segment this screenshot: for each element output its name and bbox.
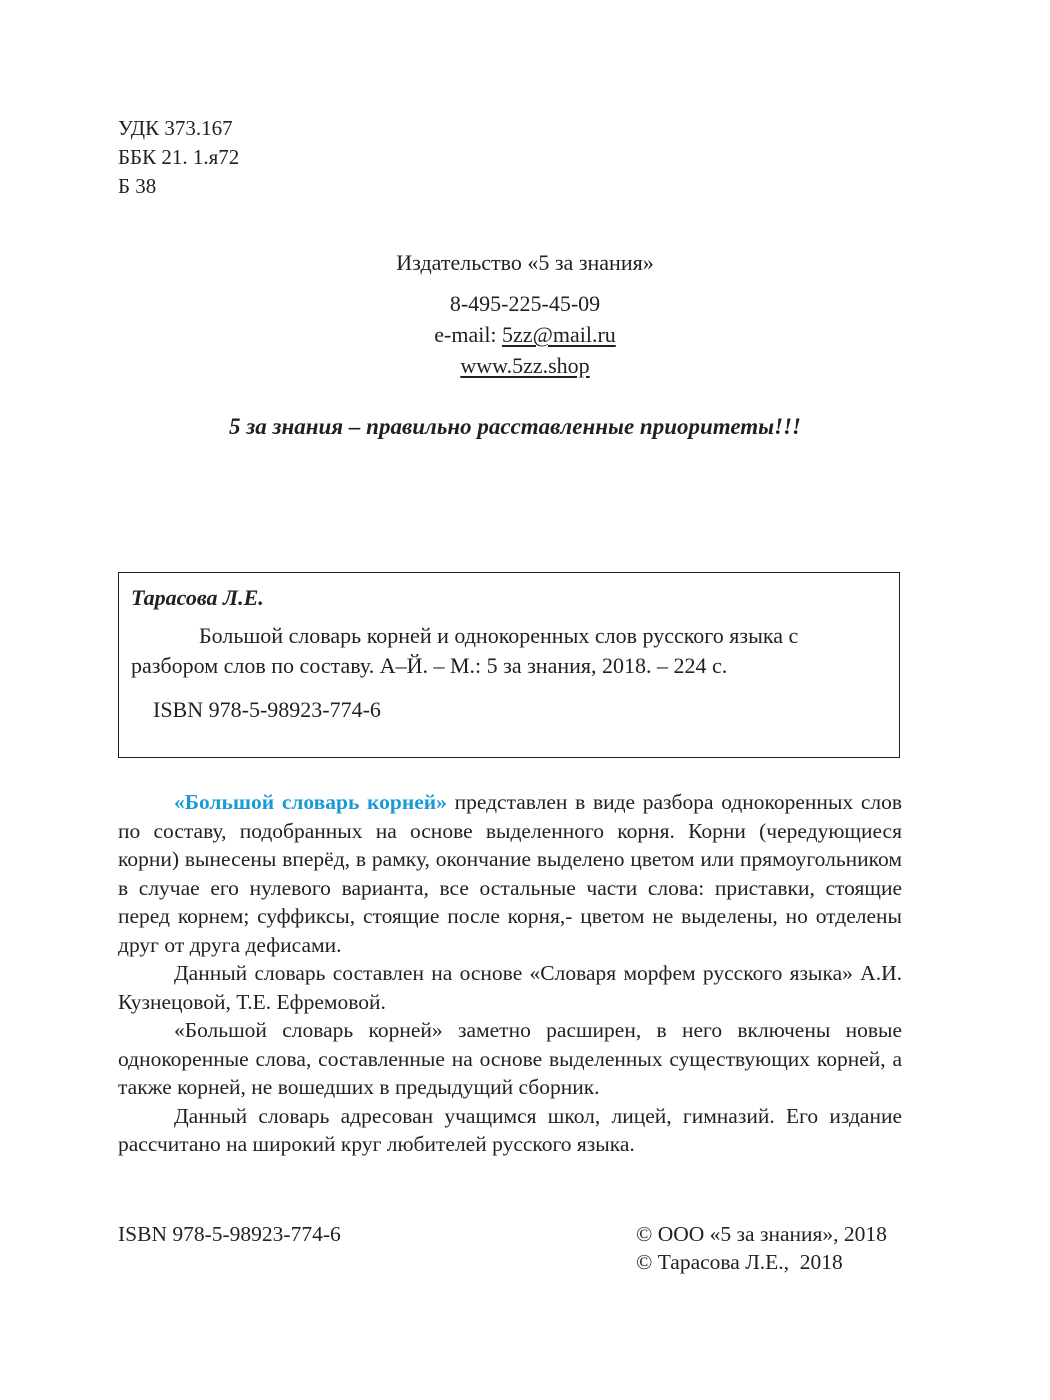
citation-isbn: ISBN 978-5-98923-774-6 <box>153 697 381 722</box>
citation-description: Большой словарь корней и однокоренных слов русского языка с разбором слов по составу. А–Й. – М.: 5 за знания, 2018. – 224 с. <box>131 623 799 678</box>
bibliographic-record <box>118 572 900 758</box>
publisher-slogan: 5 за знания – правильно расставленные приоритеты!!! <box>229 414 801 439</box>
publisher-email-line <box>0 319 1050 350</box>
footer-isbn: ISBN 978-5-98923-774-6 <box>118 1222 341 1246</box>
copyright-publisher: © ООО «5 за знания», 2018 <box>636 1222 887 1246</box>
email-link[interactable]: 5zz@mail.ru <box>502 322 616 347</box>
publisher-contacts <box>0 288 1050 381</box>
email-prefix: e-mail: <box>434 322 503 347</box>
udk-code: УДК 373.167 <box>118 116 233 140</box>
publisher-phone: 8-495-225-45-09 <box>449 291 601 316</box>
publisher-website-line <box>0 350 1050 381</box>
author-sign: Б 38 <box>118 174 157 198</box>
classification-block <box>118 114 239 201</box>
annotation-paragraph: «Большой словарь корней» заметно расширен, в него включены новые однокоренные слова, составленные на основе выделенных существующих корней, а также корней, не вошедших в предыдущий сборник. <box>118 1018 902 1099</box>
annotation-paragraph <box>118 788 902 959</box>
copyright-block <box>636 1220 887 1276</box>
website-link[interactable]: www.5zz.shop <box>460 353 590 378</box>
publisher-name: Издательство «5 за знания» <box>396 250 654 275</box>
annotation-paragraph-text: представлен в виде разбора однокоренных слов по составу, подобранных на основе выделенного корня. Корни (чередующиеся корни) вынесены вперёд, в рамку, окончание выделено цветом или прямоугольником в случае его нулевого варианта, все остальные части слова: приставки, стоящие перед корнем; суффиксы, стоящие после корня,- цветом не выделены, но отделены друг от друга дефисами. <box>118 790 902 957</box>
annotation-title-highlight: «Большой словарь корней» <box>174 790 447 814</box>
annotation-paragraph: Данный словарь адресован учащимся школ, лицей, гимназий. Его издание рассчитано на широкий круг любителей русского языка. <box>118 1103 902 1156</box>
citation-author: Тарасова Л.Е. <box>131 585 264 610</box>
annotation <box>118 788 902 1159</box>
copyright-author: © Тарасова Л.Е., 2018 <box>636 1250 843 1274</box>
publisher-block <box>0 248 1050 381</box>
annotation-paragraph: Данный словарь составлен на основе «Словаря морфем русского языка» А.И. Кузнецовой, Т.Е. Ефремовой. <box>118 961 902 1014</box>
bbk-code: ББК 21. 1.я72 <box>118 145 240 169</box>
